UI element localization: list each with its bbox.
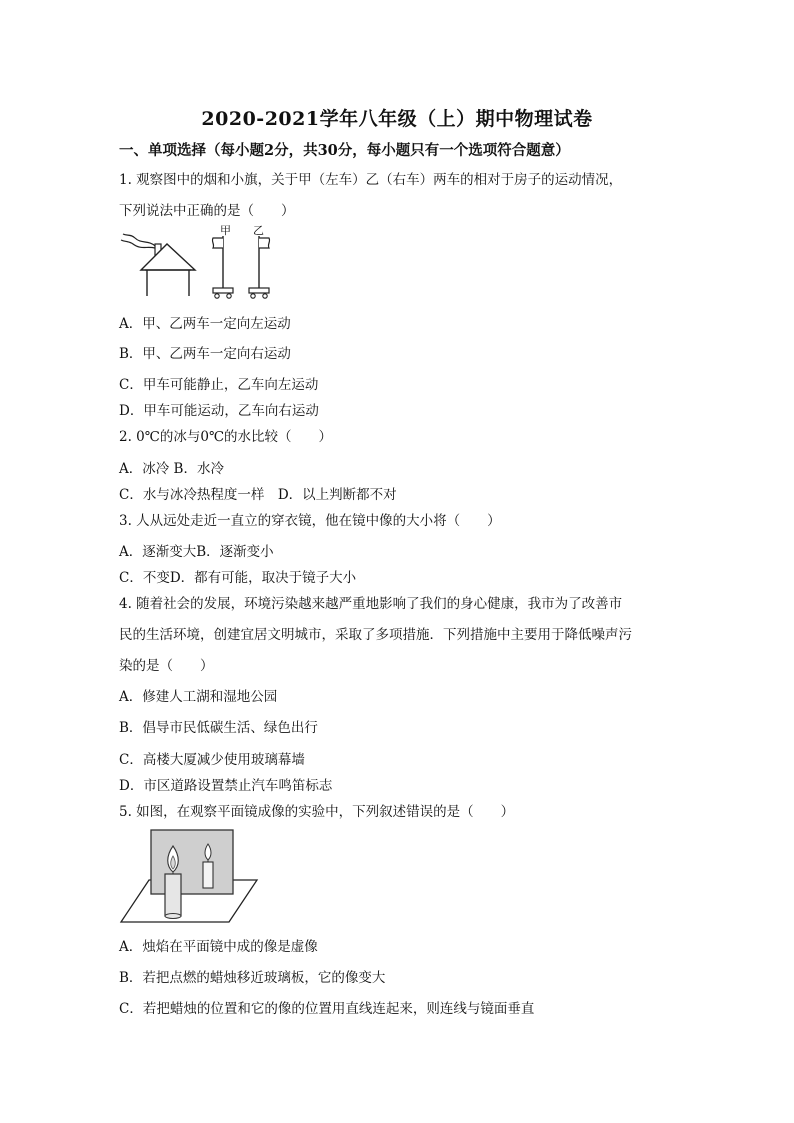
question-3-stem: 3. 人从远处走近一直立的穿衣镜，他在镜中像的大小将（ ） [119, 513, 501, 529]
glass-plate-icon [151, 830, 233, 894]
house-and-flags-figure [119, 224, 279, 300]
car-yi-label: 乙 [253, 224, 264, 237]
question-1-stem-line-1: 1. 观察图中的烟和小旗，关于甲（左车）乙（右车）两车的相对于房子的运动情况， [119, 172, 623, 188]
question-1-option-a: A．甲、乙两车一定向左运动 [119, 316, 291, 332]
question-5-option-a: A．烛焰在平面镜中成的像是虚像 [119, 939, 318, 955]
question-2-stem: 2. 0℃的冰与0℃的水比较（ ） [119, 429, 333, 445]
question-5-stem: 5. 如图，在观察平面镜成像的实验中，下列叙述错误的是（ ） [119, 804, 515, 820]
question-4-stem-line-3: 染的是（ ） [119, 658, 214, 674]
question-2-option-cd: C．水与冰冷热程度一样 D．以上判断都不对 [119, 487, 397, 503]
question-1-option-d: D．甲车可能运动，乙车向右运动 [119, 403, 319, 419]
question-4-option-d: D．市区道路设置禁止汽车鸣笛标志 [119, 778, 333, 794]
question-4-stem-line-2: 民的生活环境，创建宜居文明城市，采取了多项措施．下列措施中主要用于降低噪声污 [119, 627, 632, 643]
question-3-option-ab: A．逐渐变大B．逐渐变小 [119, 544, 274, 560]
question-4-stem-line-1: 4. 随着社会的发展，环境污染越来越严重地影响了我们的身心健康，我市为了改善市 [119, 596, 623, 612]
question-2-option-ab: A．冰冷 B．水冷 [119, 461, 224, 477]
question-3-option-cd: C．不变D．都有可能，取决于镜子大小 [119, 570, 357, 586]
question-5-option-c: C．若把蜡烛的位置和它的像的位置用直线连起来，则连线与镜面垂直 [119, 1001, 535, 1017]
question-1-stem-line-2: 下列说法中正确的是（ ） [119, 203, 295, 219]
smoke-icon [123, 234, 155, 246]
question-1-option-b: B．甲、乙两车一定向右运动 [119, 346, 291, 362]
question-4-option-c: C．高楼大厦减少使用玻璃幕墙 [119, 752, 305, 768]
question-5-option-b: B．若把点燃的蜡烛移近玻璃板，它的像变大 [119, 970, 386, 986]
question-4-option-b: B．倡导市民低碳生活、绿色出行 [119, 720, 318, 736]
plane-mirror-candle-figure [119, 826, 259, 926]
question-1-option-c: C．甲车可能静止，乙车向左运动 [119, 377, 319, 393]
section-heading: 一、单项选择（每小题2分，共30分，每小题只有一个选项符合题意） [119, 142, 570, 159]
car-jia-label: 甲 [220, 224, 231, 237]
page-title: 2020-2021学年八年级（上）期中物理试卷 [201, 108, 593, 130]
car-jia-icon [212, 224, 233, 298]
car-yi-icon [249, 224, 270, 298]
question-4-option-a: A．修建人工湖和湿地公园 [119, 689, 278, 705]
